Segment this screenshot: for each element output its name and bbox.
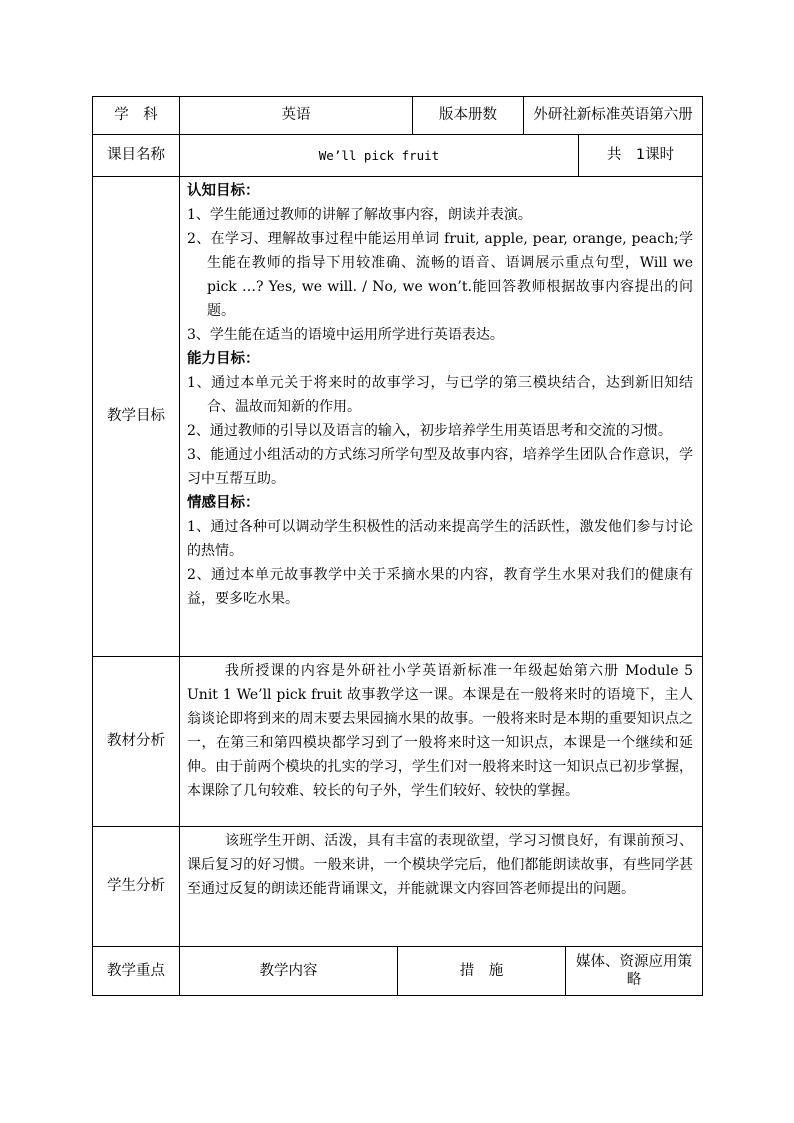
cognitive-heading: 认知目标： (187, 183, 260, 199)
edition-label: 版本册数 (439, 107, 497, 124)
material-content (187, 659, 693, 803)
cognitive-item: 3、学生能在适当的语境中运用所学进行英语表达。 (187, 327, 504, 343)
cognitive-item: 1、学生能通过教师的讲解了解故事内容，朗读并表演。 (187, 207, 532, 223)
lesson-hours: 共 1课时 (606, 147, 675, 164)
ability-item: 1、通过本单元关于将来时的故事学习，与已学的第三模块结合，达到新旧知结合、温故而知新的作用。 (187, 375, 693, 415)
emotion-heading: 情感目标： (187, 495, 260, 511)
goals-label-cell (93, 177, 180, 657)
media-header-cell (566, 947, 702, 995)
content-header: 教学内容 (259, 962, 318, 979)
goals-label: 教学目标 (107, 408, 165, 425)
students-label: 学生分析 (107, 878, 165, 895)
ability-item: 2、通过教师的引导以及语言的输入，初步培养学生用英语思考和交流的习惯。 (187, 423, 672, 439)
material-label: 教材分析 (107, 733, 165, 750)
measures-header: 措 施 (459, 962, 504, 979)
subject-label: 学 科 (114, 107, 158, 124)
material-text: 我所授课的内容是外研社小学英语新标准一年级起始第六册 Module 5 Unit 1 We’ll pick fruit 故事教学这一课。本课是在一般将来时的语境下，主人翁谈论即将到来的周末要去果园摘水果的故事。一般将来时是本期的重要知识点之一，在第三和第四模块都学习到了一般将来时这一知识点，本课是一个继续和延伸。由于前两个模块的扎实的学习，学生们对一般将来时这一知识点已初步掌握，本课除了几句较难、较长的句子外，学生们较好、较快的掌握。 (187, 663, 693, 799)
lesson-title-cell (180, 135, 579, 177)
media-header: 媒体、资源应用策略 (576, 953, 692, 988)
lesson-hours-cell (579, 135, 702, 177)
lesson-label: 课目名称 (107, 147, 165, 164)
students-text: 该班学生开朗、活泼，具有丰富的表现欲望，学习习惯良好，有课前预习、课后复习的好习惯。一般来讲，一个模块学完后，他们都能朗读故事，有些同学甚至通过反复的朗读还能背诵课文，并能就课文内容回答老师提出的问题。 (187, 833, 693, 897)
emotion-item: 2、通过本单元故事教学中关于采摘水果的内容，教育学生水果对我们的健康有益，要多吃水果。 (187, 567, 693, 607)
key-label-cell (93, 947, 180, 995)
lesson-title: We’ll pick fruit (318, 147, 440, 163)
content-header-cell (180, 947, 398, 995)
emotion-item: 1、通过各种可以调动学生积极性的活动来提高学生的活跃性，激发他们参与讨论的热情。 (187, 519, 693, 559)
lesson-plan-table (92, 96, 703, 996)
material-label-cell (93, 657, 180, 827)
key-label: 教学重点 (107, 962, 165, 979)
edition-value-cell (524, 97, 702, 135)
cognitive-item: 2、在学习、理解故事过程中能运用单词 fruit, apple, pear, orange, peach;学生能在教师的指导下用较准确、流畅的语音、语调展示重点句型，Will we pick …? Yes, we will. / No, we won’t.能回答教师根据故事内容提出的问题。 (187, 231, 693, 319)
edition-value: 外研社新标准英语第六册 (533, 107, 693, 124)
subject-value-cell (180, 97, 413, 135)
goals-content (187, 179, 693, 611)
subject-value: 英语 (281, 107, 311, 124)
lesson-label-cell (93, 135, 180, 177)
students-label-cell (93, 827, 180, 947)
subject-label-cell (93, 97, 180, 135)
ability-heading: 能力目标： (187, 351, 260, 367)
ability-item: 3、能通过小组活动的方式练习所学句型及故事内容，培养学生团队合作意识，学习中互帮互助。 (187, 447, 693, 487)
students-content (187, 829, 693, 901)
edition-label-cell (413, 97, 524, 135)
measures-header-cell (398, 947, 566, 995)
